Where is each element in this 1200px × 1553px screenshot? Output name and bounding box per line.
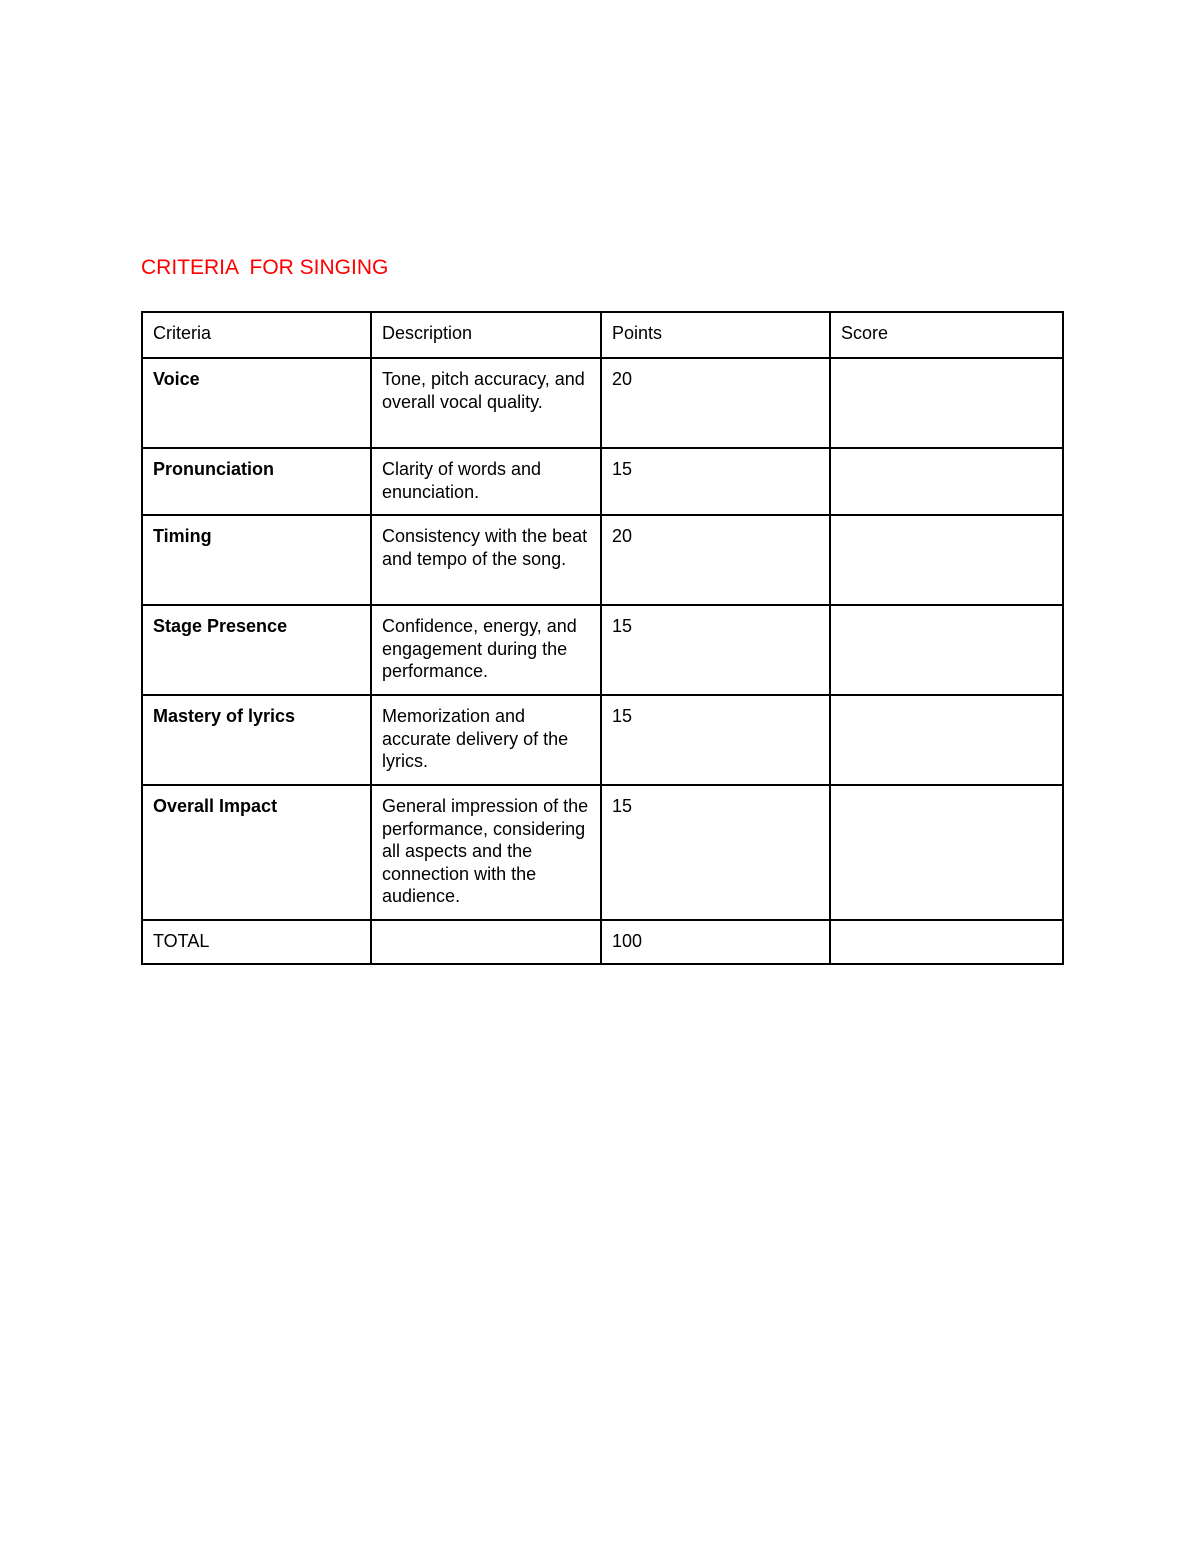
points-cell: 15 [601,695,830,785]
criteria-table [141,311,1064,965]
points-cell: 15 [601,448,830,515]
description-cell: Consistency with the beat and tempo of the song. [371,515,601,605]
points-cell: 15 [601,605,830,695]
description-cell: Clarity of words and enunciation. [371,448,601,515]
score-cell[interactable] [830,448,1063,515]
score-cell[interactable] [830,605,1063,695]
score-cell[interactable] [830,695,1063,785]
criteria-cell: Timing [142,515,371,605]
header-description: Description [371,312,601,358]
table-row [142,785,1063,920]
score-cell[interactable] [830,515,1063,605]
header-score: Score [830,312,1063,358]
criteria-cell: Mastery of lyrics [142,695,371,785]
total-label: TOTAL [142,920,371,964]
criteria-cell: Voice [142,358,371,448]
description-cell: General impression of the performance, considering all aspects and the connection with the audience. [371,785,601,920]
criteria-cell: Overall Impact [142,785,371,920]
points-cell: 15 [601,785,830,920]
total-description-cell [371,920,601,964]
description-cell: Tone, pitch accuracy, and overall vocal quality. [371,358,601,448]
document-title: CRITERIA FOR SINGING [141,256,389,279]
table-header-row [142,312,1063,358]
table-row [142,358,1063,448]
table-row [142,605,1063,695]
table-row [142,448,1063,515]
points-cell: 20 [601,515,830,605]
total-row [142,920,1063,964]
description-cell: Confidence, energy, and engagement during the performance. [371,605,601,695]
total-points: 100 [601,920,830,964]
criteria-cell: Pronunciation [142,448,371,515]
table-row [142,695,1063,785]
total-score-cell[interactable] [830,920,1063,964]
header-criteria: Criteria [142,312,371,358]
description-cell: Memorization and accurate delivery of the lyrics. [371,695,601,785]
header-points: Points [601,312,830,358]
table-row [142,515,1063,605]
points-cell: 20 [601,358,830,448]
criteria-cell: Stage Presence [142,605,371,695]
score-cell[interactable] [830,785,1063,920]
score-cell[interactable] [830,358,1063,448]
